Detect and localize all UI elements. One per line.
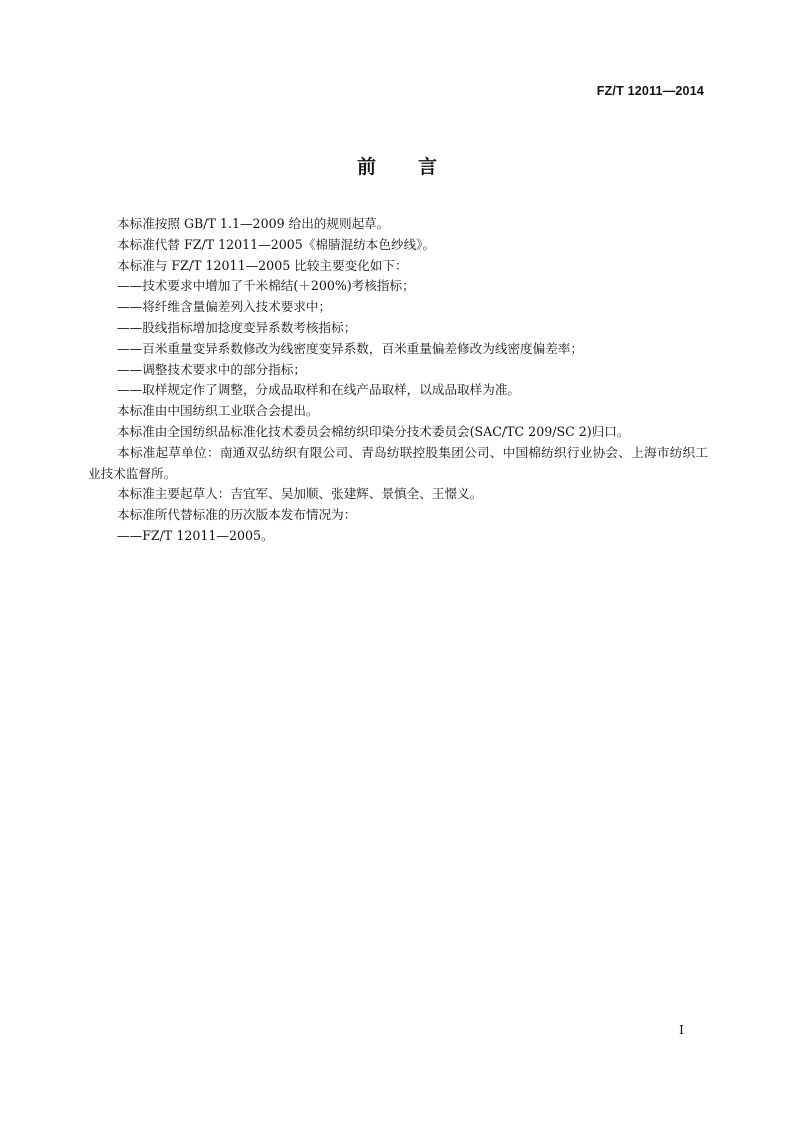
foreword-body <box>88 214 708 547</box>
change-item-indicators: ——调整技术要求中的部分指标； <box>117 361 306 377</box>
paragraph-drafting-units: 本标准起草单位：南通双弘纺织有限公司、青岛纺联控股集团公司、中国棉纺织行业协会、上海市纺织工业技术监督所。 <box>88 444 708 481</box>
change-item-fiber-content: ——将纤维含量偏差列入技术要求中； <box>117 299 332 315</box>
paragraph-replaces: 本标准代替 FZ/T 12011—2005《棉腈混纺本色纱线》。 <box>117 236 436 252</box>
page-title-char-2: 言 <box>418 156 438 178</box>
paragraph-centralized-by: 本标准由全国纺织品标准化技术委员会棉纺织印染分技术委员会(SAC/TC 209/SC 2)归口。 <box>117 423 630 439</box>
page-title <box>0 152 794 179</box>
change-item-neps: ——技术要求中增加了千米棉结(＋200%)考核指标； <box>117 278 415 294</box>
change-item-linear-density: ——百米重量变异系数修改为线密度变异系数，百米重量偏差修改为线密度偏差率； <box>117 340 583 356</box>
paragraph-history-intro: 本标准所代替标准的历次版本发布情况为： <box>117 507 357 523</box>
change-item-sampling: ——取样规定作了调整，分成品取样和在线产品取样，以成品取样为准。 <box>117 382 520 398</box>
change-item-twist-cv: ——股线指标增加捻度变异系数考核指标； <box>117 319 357 335</box>
paragraph-proposed-by: 本标准由中国纺织工业联合会提出。 <box>117 403 319 419</box>
history-item-2005: ——FZ/T 12011—2005。 <box>117 527 274 543</box>
paragraph-drafting-rule: 本标准按照 GB/T 1.1—2009 给出的规则起草。 <box>117 216 390 231</box>
page-title-char-1: 前 <box>356 156 376 178</box>
document-code: FZ/T 12011—2014 <box>596 84 704 98</box>
page-number: I <box>679 1022 684 1037</box>
paragraph-drafters: 本标准主要起草人：吉宜军、吴加顺、张建辉、景慎全、王憬义。 <box>117 486 483 502</box>
paragraph-changes-intro: 本标准与 FZ/T 12011—2005 比较主要变化如下： <box>117 257 408 273</box>
